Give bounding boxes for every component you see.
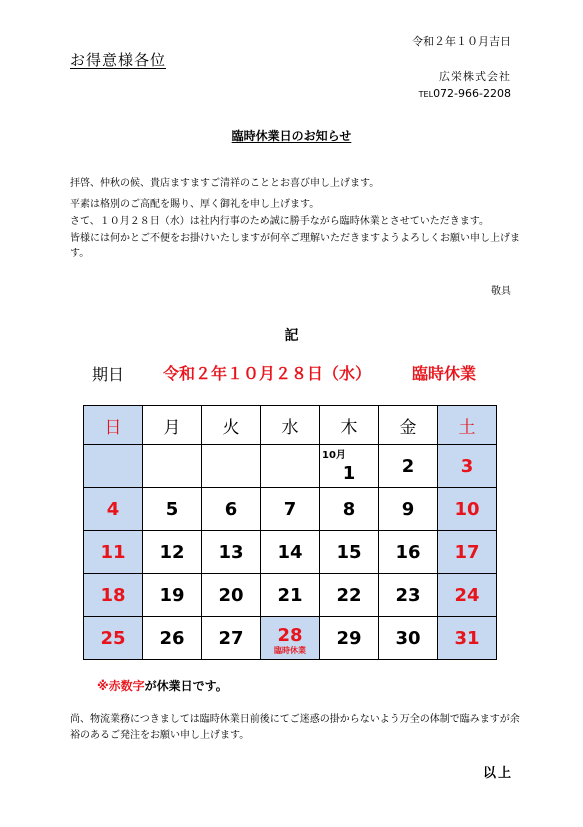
closing-word: 敬具 [491,286,511,297]
calendar-day-cell [379,617,438,660]
calendar-day-cell [84,488,143,531]
kijitsu-closure: 臨時休業 [412,364,477,383]
day-number: 10 [454,498,480,520]
day-number: 29 [336,627,362,649]
day-number: 30 [395,627,421,649]
calendar-day-cell [438,531,497,574]
weekday-wed: 水 [261,406,320,445]
calendar-day-cell [320,531,379,574]
calendar-day-cell [320,574,379,617]
weekday-thu: 木 [320,406,379,445]
document-title: 臨時休業日のお知らせ [231,129,352,143]
calendar-day-cell [84,574,143,617]
day-number: 1 [342,462,356,484]
calendar-day-cell [379,531,438,574]
weekday-sun: 日 [84,406,143,445]
day-number: 24 [454,584,480,606]
day-number: 3 [460,455,474,477]
calendar-day-cell [438,445,497,488]
calendar-week-row [84,617,497,660]
closure-tag: 臨時休業 [274,645,306,655]
calendar-day-cell [143,617,202,660]
calendar-day-cell [438,574,497,617]
weekday-tue: 火 [202,406,261,445]
weekday-mon: 月 [143,406,202,445]
calendar-day-cell [261,445,320,488]
day-number: 15 [336,541,362,563]
calendar-week-row [84,574,497,617]
day-number: 8 [342,498,356,520]
calendar-day-cell [379,488,438,531]
calendar-day-cell [202,531,261,574]
ijo-closing: 以上 [482,766,513,781]
note-rest: が休業日です。 [144,679,228,693]
day-number: 9 [401,498,415,520]
october-calendar [83,405,497,660]
calendar-day-cell [143,488,202,531]
calendar-day-cell [379,445,438,488]
letter-body [70,176,520,263]
day-number: 20 [218,584,244,606]
day-number: 22 [336,584,362,606]
kijitsu-label: 期日 [92,365,125,384]
calendar-day-cell [261,531,320,574]
calendar-week-row [84,445,497,488]
calendar-day-cell [261,488,320,531]
logistics-note: 尚、物流業務につきましては臨時休業日前後にてご迷惑の掛からないよう万全の体制で臨みますが余裕のあるご発注をお願い申し上げます。 [70,714,520,741]
day-number: 4 [106,498,120,520]
calendar-day-cell [143,574,202,617]
telephone [419,87,511,100]
calendar-day-cell [438,488,497,531]
calendar-day-cell [320,617,379,660]
day-number: 7 [283,498,297,520]
recipient-line: お得意様各位 [70,51,167,69]
calendar-day-cell [379,574,438,617]
day-number: 28 [277,624,303,646]
calendar-day-cell [84,531,143,574]
calendar-day-cell [143,531,202,574]
day-number: 26 [159,627,185,649]
calendar-day-cell [84,617,143,660]
day-number: 31 [454,627,480,649]
calendar-day-cell [202,574,261,617]
day-number: 27 [218,627,244,649]
thanks-line: 平素は格別のご高配を賜り、厚く御礼を申し上げます。 [70,199,320,210]
day-number: 21 [277,584,303,606]
day-number: 19 [159,584,185,606]
day-number: 5 [165,498,179,520]
company-name: 広栄株式会社 [439,70,511,83]
weekday-header-row [84,406,497,445]
day-number: 17 [454,541,480,563]
calendar-day-cell [320,445,379,488]
calendar-day-cell [261,574,320,617]
day-number: 16 [395,541,421,563]
weekday-fri: 金 [379,406,438,445]
calendar-day-cell [143,445,202,488]
calendar-day-cell [438,617,497,660]
calendar-day-cell [202,445,261,488]
tel-prefix: TEL [418,90,434,99]
issue-date: 令和２年１０月吉日 [412,35,511,48]
calendar-day-cell [84,445,143,488]
day-number: 14 [277,541,303,563]
day-number: 23 [395,584,421,606]
day-number: 6 [224,498,238,520]
apology-line: 皆様には何かとご不便をお掛けいたしますが何卒ご理解いただきますようよろしくお願い申し上げます。 [70,233,520,259]
calendar-day-cell [320,488,379,531]
greeting-line: 拝啓、仲秋の候、貴店ますますご清祥のこととお喜び申し上げます。 [70,178,380,189]
calendar-week-row [84,531,497,574]
day-number: 12 [159,541,185,563]
day-number: 13 [218,541,244,563]
day-number: 11 [100,541,126,563]
tel-number: 072-966-2208 [433,87,511,100]
month-label: 10月 [322,450,346,461]
kijitsu-date: 令和２年１０月２８日（水） [163,364,372,383]
calendar-day-cell [202,617,261,660]
day-number: 25 [100,627,126,649]
announcement-line: さて、１０月２８日（水）は社内行事のため誠に勝手ながら臨時休業とさせていただきます。 [70,216,489,227]
note-red-part: ※赤数字 [97,679,145,693]
calendar-day-cell [202,488,261,531]
day-number: 2 [401,455,415,477]
calendar-day-cell-holiday [261,617,320,660]
ki-heading: 記 [284,328,299,344]
day-number: 18 [100,584,126,606]
holiday-note [97,677,228,694]
calendar-week-row [84,488,497,531]
weekday-sat: 土 [438,406,497,445]
